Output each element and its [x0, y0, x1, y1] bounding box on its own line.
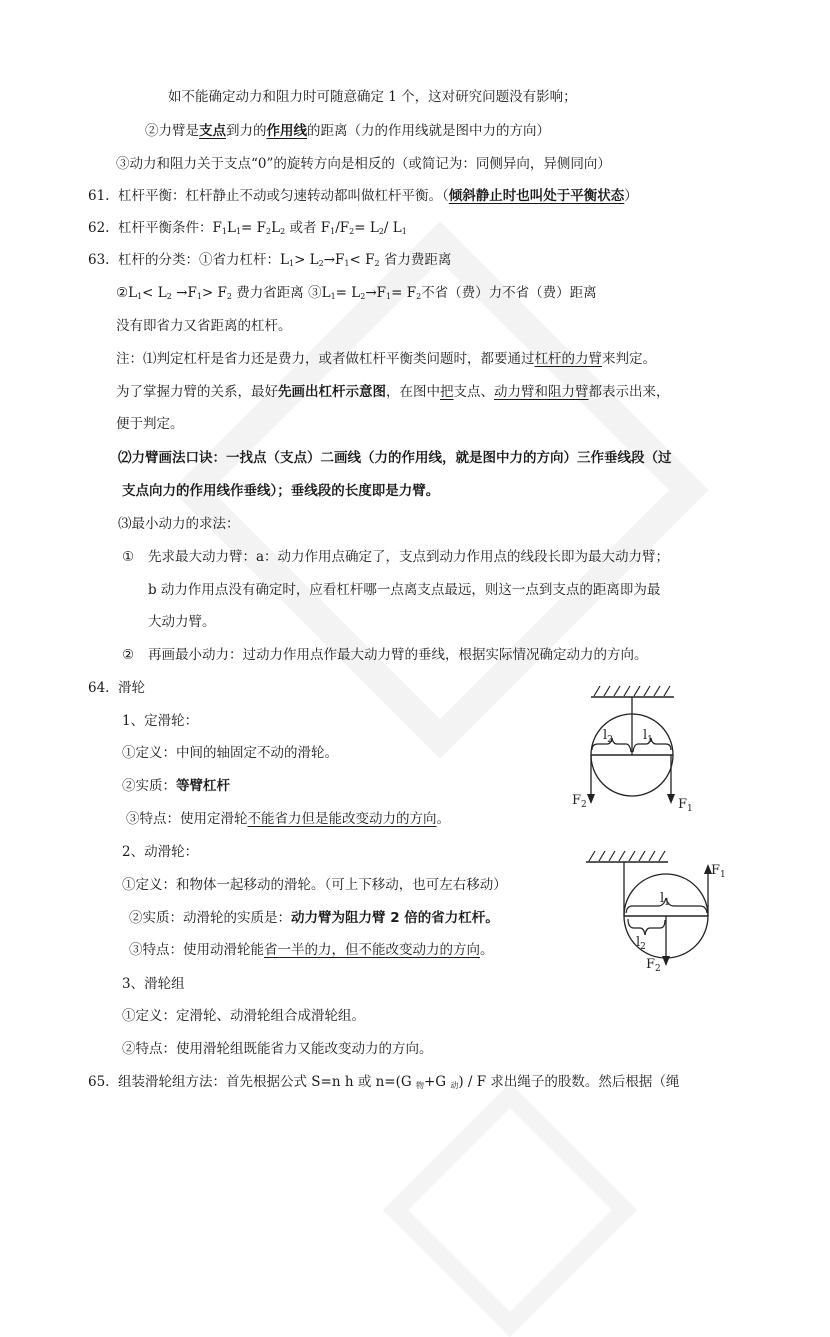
- label-l2: $l_2$: [603, 728, 613, 745]
- watermark: [383, 1083, 638, 1337]
- movable-pulley-diagram: [570, 840, 730, 980]
- heading-pulley-group: 3、滑轮组: [122, 976, 185, 992]
- step-line: ② 再画最小动力：过动力作用点作最大动力臂的垂线，根据实际情况确定动力的方向。: [122, 647, 648, 663]
- note-line: 为了掌握力臂的关系，最好先画出杠杆示意图，在图中把支点、动力臂和阻力臂都表示出来，: [116, 384, 670, 400]
- text-line: ②实质：动滑轮的实质是：动力臂为阻力臂 2 倍的省力杠杆。: [129, 910, 499, 926]
- text-line: $②L_1< L_2 \to F_1> F_2$ 费力省距离 $③L_1= L_2\to F_1= F_2$不省（费）力不省（费）距离: [116, 285, 597, 301]
- list-item-63: 63. 杠杆的分类：①省力杠杆：$L_1> L_2\to F_1< F_2$ 省力费距离: [88, 252, 452, 268]
- text-line: 没有即省力又省距离的杠杆。: [116, 318, 292, 334]
- label-F2: $F_2$: [646, 957, 661, 974]
- label-l1: $l_1$: [660, 891, 670, 908]
- label-F1: $F_1$: [678, 797, 693, 814]
- text-line: ③特点：使用定滑轮不能省力但是能改变动力的方向。: [126, 811, 450, 827]
- note-line: 便于判定。: [116, 416, 184, 432]
- label-F2: $F_2$: [572, 793, 587, 810]
- label-l2: $l_2$: [636, 935, 646, 952]
- text-line: ②特点：使用滑轮组既能省力又能改变动力的方向。: [122, 1041, 433, 1057]
- list-item-64: 64. 滑轮: [88, 680, 145, 696]
- text-line: ②实质：等臂杠杆: [122, 778, 230, 794]
- text-line: 如不能确定动力和阻力时可随意确定 1 个，这对研究问题没有影响；: [168, 89, 577, 105]
- text-line: ①定义：中间的轴固定不动的滑轮。: [122, 745, 338, 761]
- list-item-65: 65. 组装滑轮组方法：首先根据公式 S=n h 或 n=(G $_物$+G $_动$) / F 求出绳子的股数。然后根据（绳: [88, 1074, 680, 1090]
- text-line: ③特点：使用动滑轮能省一半的力，但不能改变动力的方向。: [129, 942, 494, 958]
- list-item-61: 61. 杠杆平衡：杠杆静止不动或匀速转动都叫做杠杆平衡。（倾斜静止时也叫处于平衡状态）: [88, 188, 638, 204]
- note-line: ⑵力臂画法口诀：一找点（支点）二画线（力的作用线，就是图中力的方向）三作垂线段（过: [118, 450, 672, 466]
- fixed-pulley-diagram: [560, 680, 720, 820]
- label-F1: $F_1$: [711, 863, 726, 880]
- step-line: b 动力作用点没有确定时，应看杠杆哪一点离支点最远，则这一点到支点的距离即为最: [148, 582, 661, 598]
- heading-movable-pulley: 2、动滑轮：: [122, 844, 199, 860]
- note-line: 支点向力的作用线作垂线）；垂线段的长度即是力臂。: [122, 483, 440, 499]
- note-line: 注：⑴判定杠杆是省力还是费力，或者做杠杆平衡类问题时，都要通过杠杆的力臂来判定。: [116, 351, 656, 367]
- label-l1: $l_1$: [643, 728, 653, 745]
- list-item-62: 62. 杠杆平衡条件：$F_1L_1= F_2L_2$ 或者 $F_1/F_2= L_2/$ $L_1$: [88, 220, 407, 236]
- text-line: ③动力和阻力关于支点“0”的旋转方向是相反的（或简记为：同侧异向，异侧同向）: [116, 156, 611, 172]
- note-line: ⑶最小动力的求法：: [118, 516, 240, 532]
- text-line: ②力臂是支点到力的作用线的距离（力的作用线就是图中力的方向）: [145, 123, 550, 139]
- step-line: 大动力臂。: [148, 614, 216, 630]
- text-line: ①定义：和物体一起移动的滑轮。（可上下移动，也可左右移动）: [122, 877, 507, 893]
- text-line: ①定义：定滑轮、动滑轮组合成滑轮组。: [122, 1008, 365, 1024]
- heading-fixed-pulley: 1、定滑轮：: [122, 713, 199, 729]
- step-line: ① 先求最大动力臂：a：动力作用点确定了，支点到动力作用点的线段长即为最大动力臂；: [122, 549, 670, 565]
